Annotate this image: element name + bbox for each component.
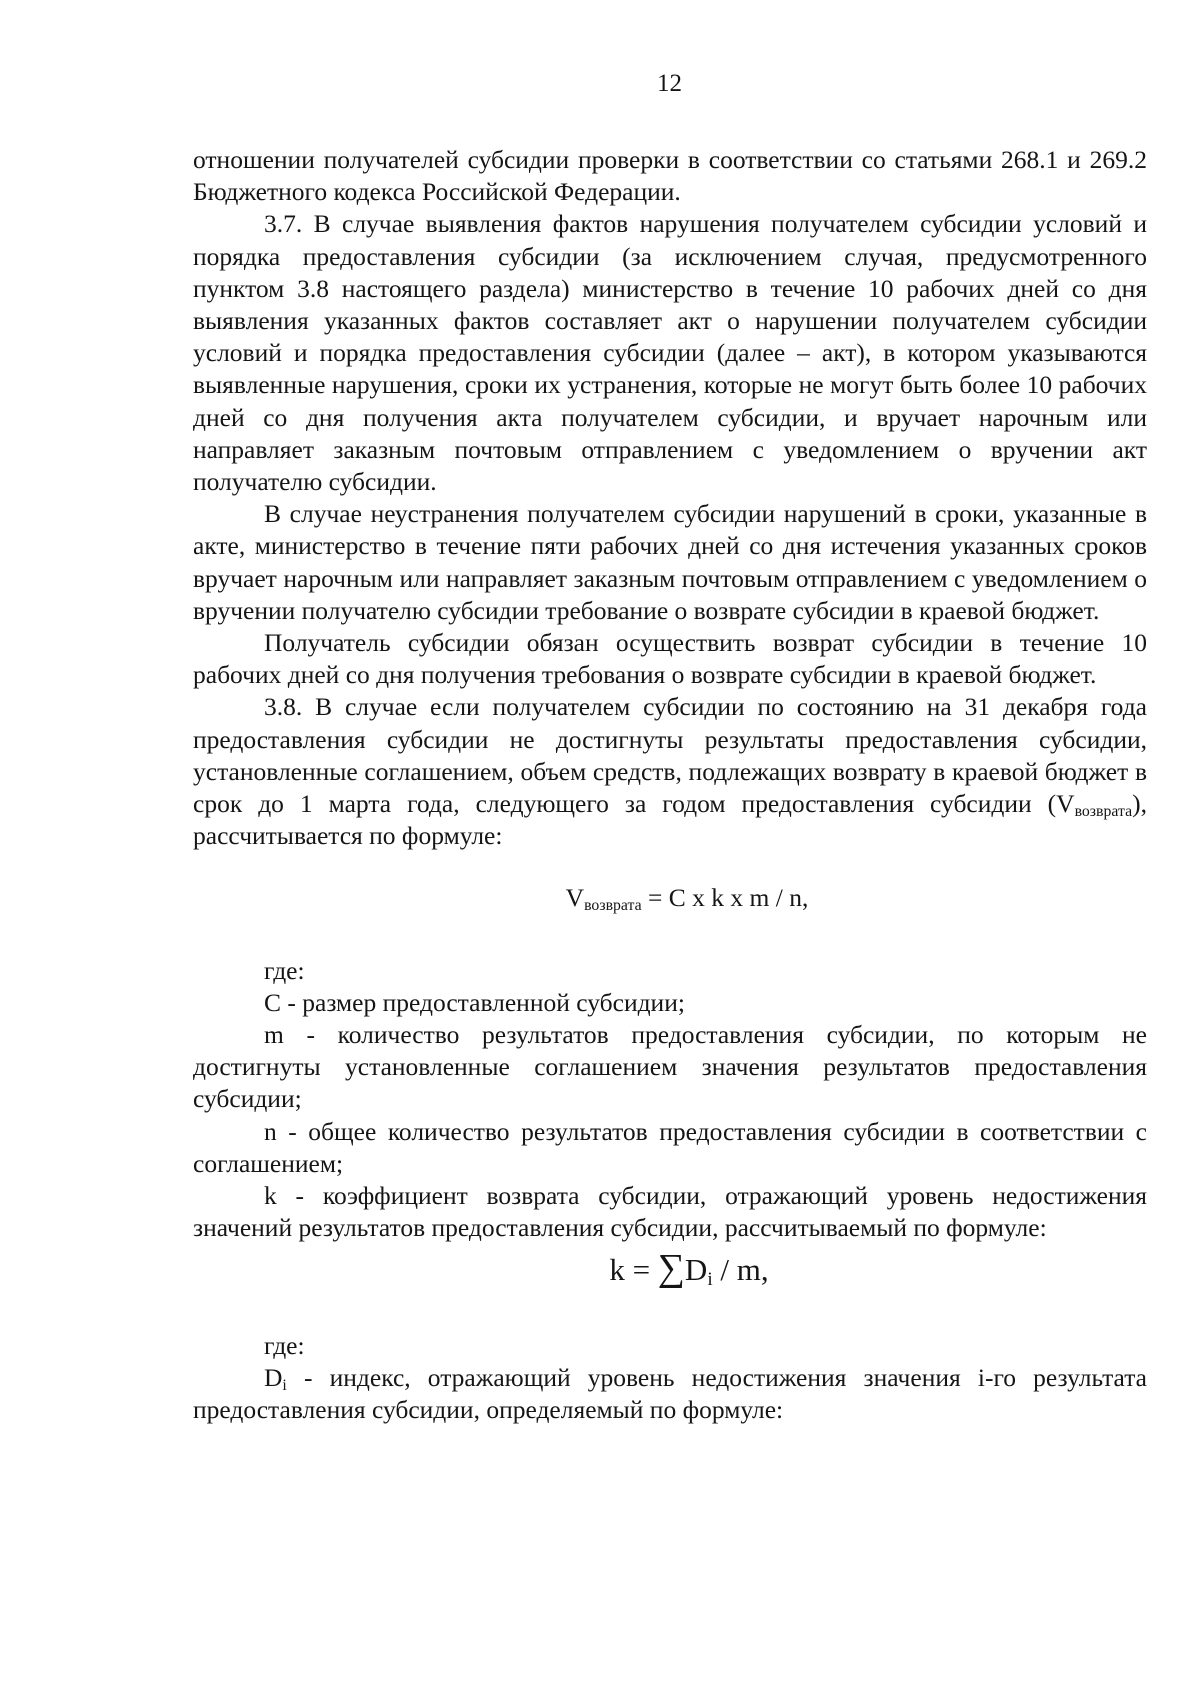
paragraph-3-8-tail: ), рассчитывается по формуле:: [193, 789, 1147, 851]
page-number: 12: [657, 70, 682, 97]
definition-n: n - общее количество результатов предоставления субсидии в соответствии с соглашением;: [193, 1116, 1147, 1178]
definition-d-symbol: D: [264, 1362, 283, 1392]
formula-v-rhs: = С x k x m / n,: [641, 883, 809, 913]
where-label-2: где:: [264, 1330, 305, 1360]
paragraph-3-7: 3.7. В случае выявления фактов нарушения получателем субсидии условий и порядка предоставления субсидии (за исключением случая, предусмотренного пунктом 3.8 настоящего раздела) министерство в течение 10 рабочих дней со дня выявления указанных фактов составляет акт о нарушении получателем субсидии условий и порядка предоставления субсидии (далее – акт), в котором указываются выявленные нарушения, сроки их устранения, которые не могут быть более 10 рабочих дней со дня получения акта получателем субсидии, и вручает нарочным или направляет заказным почтовым отправлением с уведомлением о вручении акт получателю субсидии.: [193, 209, 1147, 497]
definition-d-subscript: i: [282, 1376, 287, 1394]
definition-d-text: - индекс, отражающий уровень недостижения значения i-го результата предоставления субсидии, определяемый по формуле:: [193, 1362, 1147, 1424]
formula-k-rhs: / m,: [712, 1251, 769, 1287]
return-volume-formula: [193, 882, 1147, 914]
formula-k-subscript: i: [707, 1268, 713, 1290]
sum-symbol: ∑: [657, 1246, 685, 1289]
definition-d: [193, 1362, 1147, 1426]
formula-v-symbol: V: [565, 883, 585, 913]
coefficient-k-formula: [193, 1246, 1147, 1290]
paragraph-3-8: [193, 691, 1147, 852]
where-label-1: где:: [264, 955, 305, 985]
paragraph-non-elimination: В случае неустранения получателем субсидии нарушений в сроки, указанные в акте, министерство в течение пяти рабочих дней со дня истечения указанных сроков вручает нарочным или направляет заказным почтовым отправлением с уведомлением о вручении получателю субсидии требование о возврате субсидии в краевой бюджет.: [193, 499, 1147, 625]
formula-v-subscript: возврата: [584, 897, 642, 915]
paragraph-3-8-text: 3.8. В случае если получателем субсидии по состоянию на 31 декабря года предоставления субсидии не достигнуты результаты предоставления субсидии, установленные соглашением, объем средств, подлежащих возврату в краевой бюджет в срок до 1 марта года, следующего за годом предоставления субсидии (V: [193, 692, 1147, 819]
paragraph-3-8-subscript: возврата: [1074, 803, 1133, 820]
paragraph-return-obligation: Получатель субсидии обязан осуществить возврат субсидии в течение 10 рабочих дней со дня получения требования о возврате субсидии в краевой бюджет.: [193, 628, 1147, 690]
definition-k: k - коэффициент возврата субсидии, отражающий уровень недостижения значений результатов предоставления субсидии, рассчитываемый по формуле:: [193, 1181, 1147, 1243]
paragraph-continuation: отношении получателей субсидии проверки в соответствии со статьями 268.1 и 269.2 Бюджетного кодекса Российской Федерации.: [193, 145, 1147, 207]
formula-k-lhs: k =: [609, 1251, 658, 1287]
document-body: [193, 144, 1147, 1426]
definition-m: m - количество результатов предоставления субсидии, по которым не достигнуты установленные соглашением значения результатов предоставления субсидии;: [193, 1020, 1147, 1114]
definition-c: С - размер предоставленной субсидии;: [264, 987, 685, 1017]
formula-k-d: D: [684, 1251, 708, 1287]
